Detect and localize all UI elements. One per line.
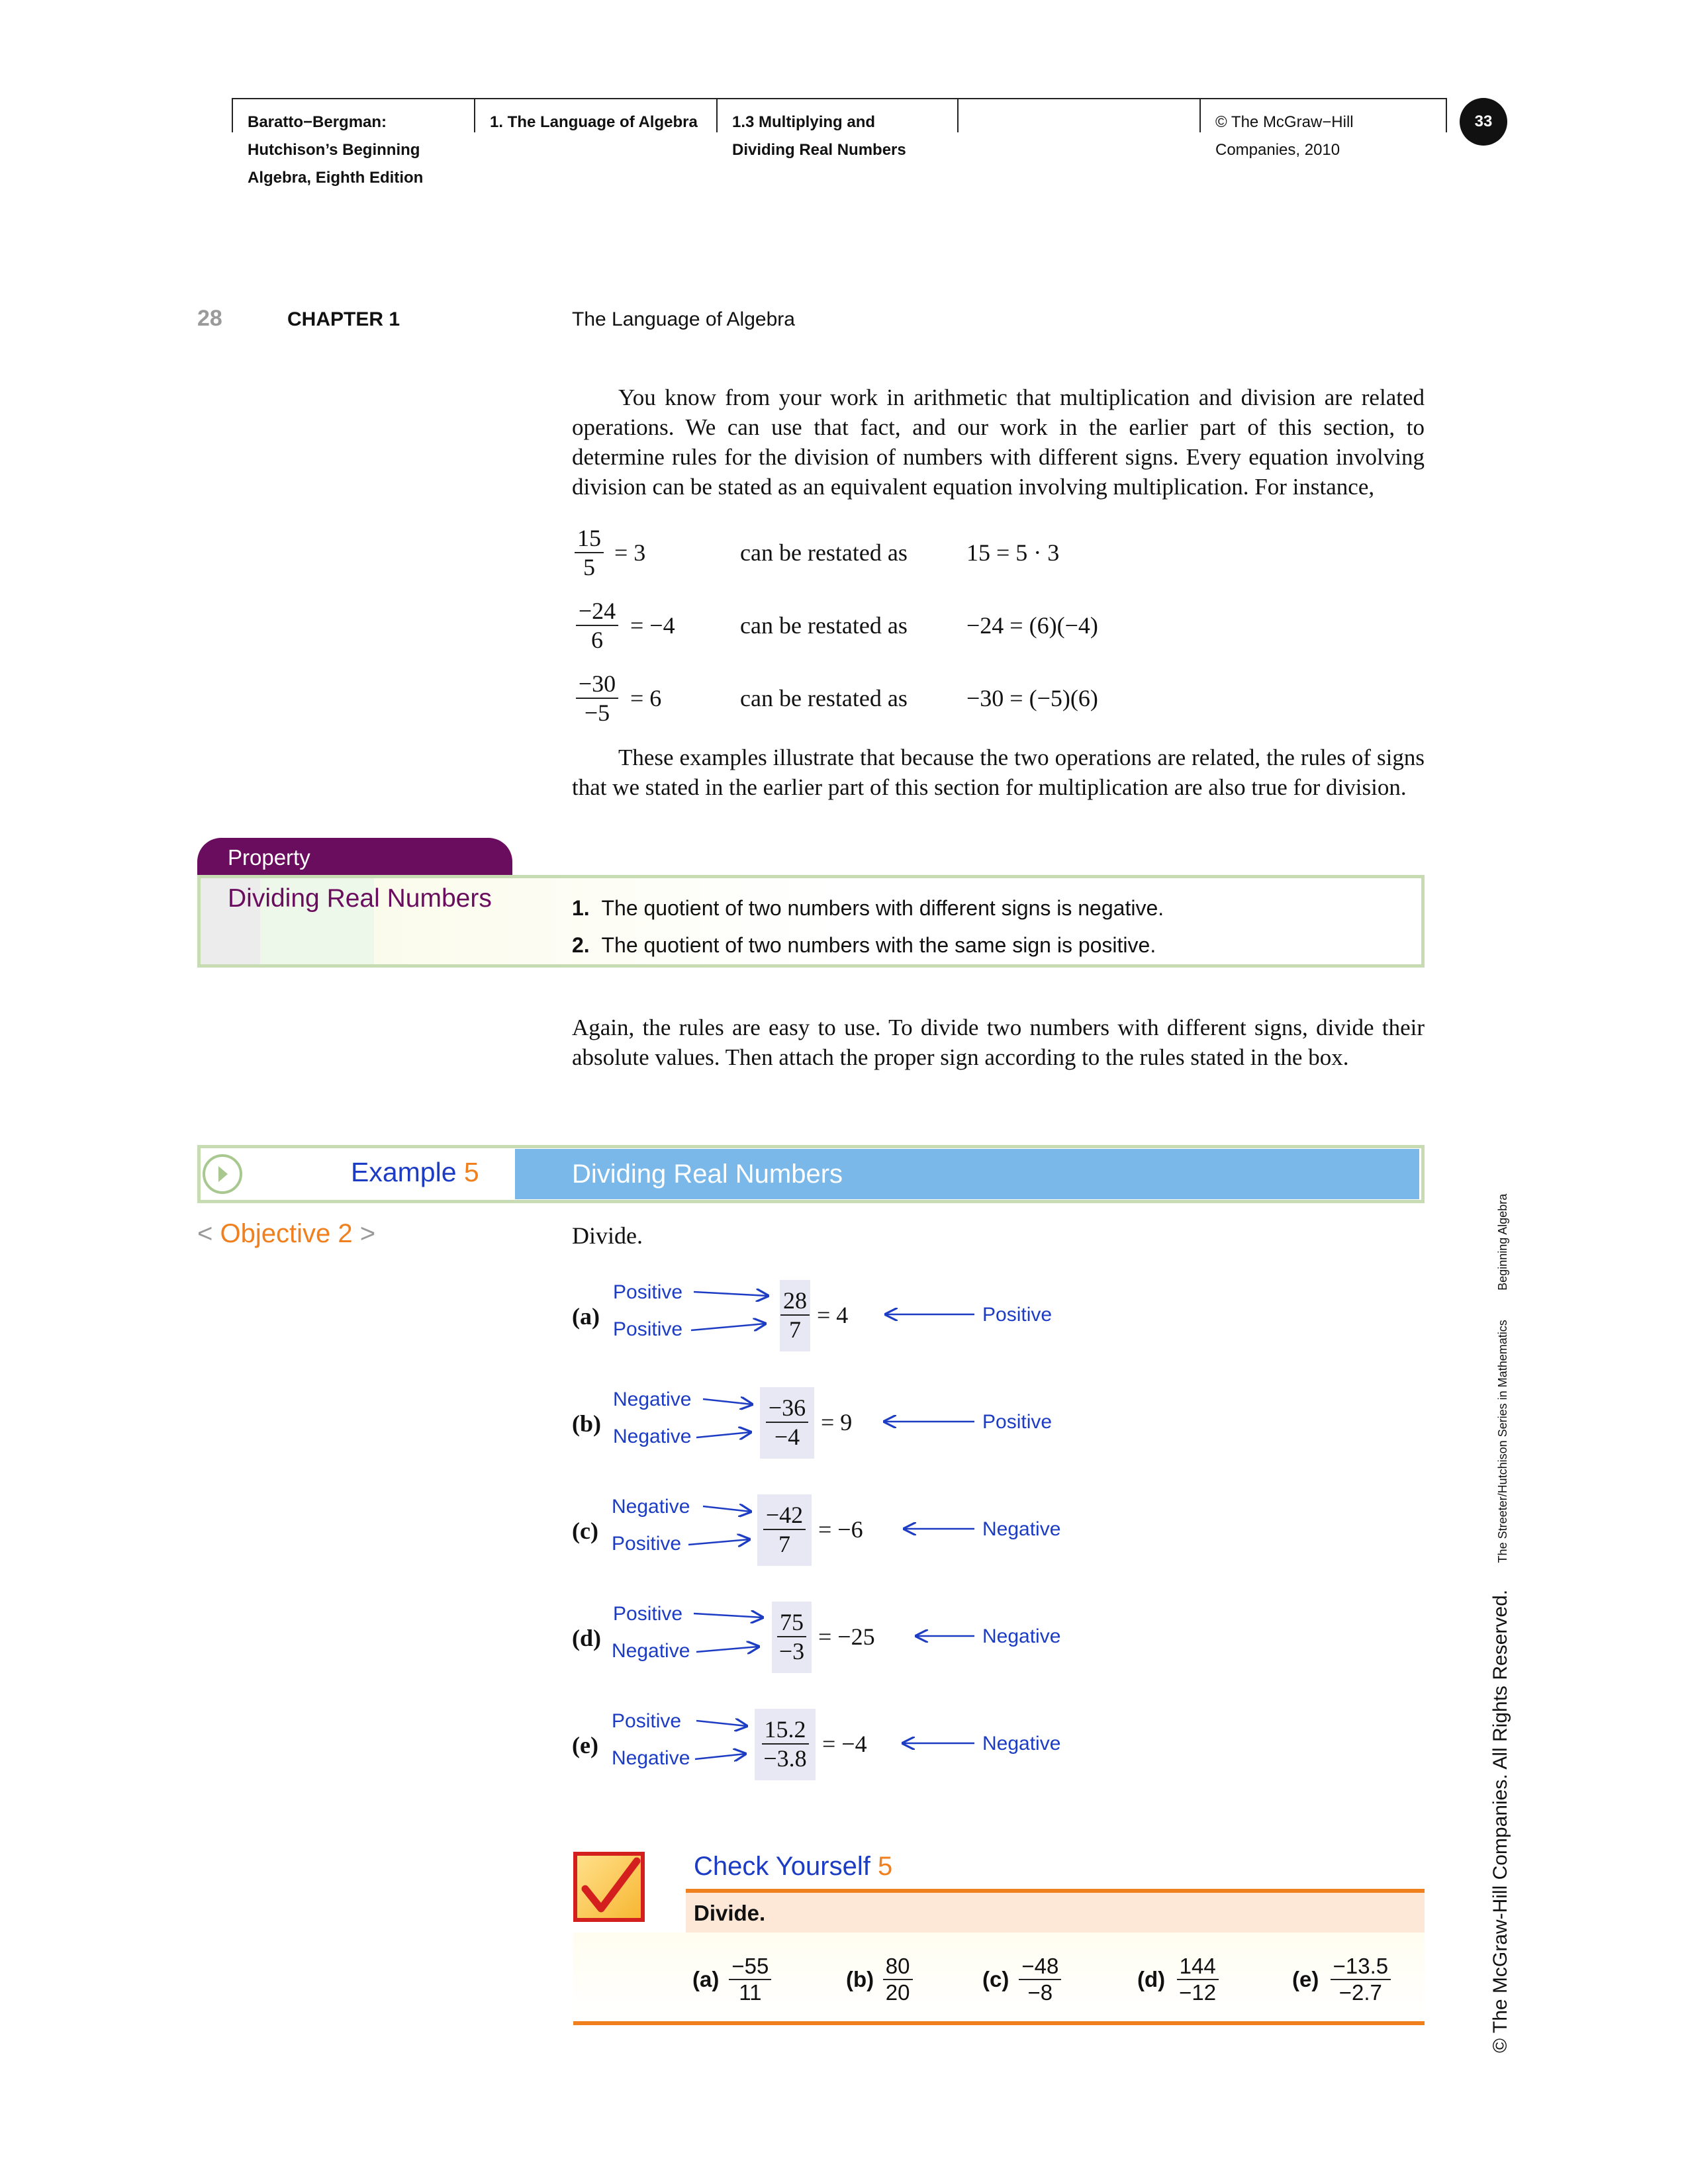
property-title: Dividing Real Numbers <box>228 884 492 913</box>
example-part: (c) Negative Positive $\frac{-42}{7}$ = −6 Negative <box>0 1489 1324 1575</box>
restatement-product: −30 = (−5)(6) <box>966 685 1098 711</box>
fraction: $\frac{-42}{7}$ <box>757 1501 812 1558</box>
sign-label: Positive <box>613 1603 683 1625</box>
intro-paragraph: You know from your work in arithmetic that multiplication and division are related operations. We can use that fact, and our work in the earlier part of this section, to determine rules for the division of numbers with different signs. Every equation involving division can be stated as an equivalent equation involving multiplication. For instance, <box>572 385 1425 500</box>
quotient: $\frac{-36}{-4}$ = 9 <box>760 1386 852 1459</box>
restatement-phrase: can be restated as <box>740 612 908 639</box>
arrows-icon <box>0 1489 1324 1575</box>
chapter-label: CHAPTER 1 <box>287 308 400 330</box>
second-paragraph: These examples illustrate that because the two operations are related, the rules of signs that we stated in the earlier part of this section for multiplication are also true for division. <box>572 745 1425 800</box>
result-sign: Positive <box>982 1411 1053 1433</box>
check-problem: (d) $\frac{144}{-12}$ <box>1137 1943 1225 2016</box>
play-icon[interactable] <box>203 1154 242 1194</box>
header-divider <box>232 98 233 132</box>
header-book-info: Baratto−Bergman: Hutchison’s Beginning Algebra, Eighth Edition <box>248 113 424 187</box>
header-copyright: © The McGraw−Hill Companies, 2010 <box>1215 113 1354 159</box>
result-sign: Positive <box>982 1304 1053 1326</box>
arrows-icon <box>0 1275 1324 1361</box>
property-tab: Property <box>197 838 512 876</box>
header-section: 1.3 Multiplying and Dividing Real Numbers <box>732 113 906 159</box>
fraction: $\frac{-36}{-4}$ <box>760 1394 814 1451</box>
fraction: $\frac{-55}{11}$ <box>724 1954 776 2005</box>
sign-label: Negative <box>612 1747 690 1769</box>
fraction: $\frac{-48}{-8}$ <box>1014 1954 1066 2005</box>
check-problem: (c) $\frac{-48}{-8}$ <box>982 1943 1066 2016</box>
header-divider <box>957 98 959 132</box>
page-number: 28 <box>197 306 222 331</box>
restatement-product: 15 = 5 · 3 <box>966 539 1060 566</box>
sign-label: Positive <box>613 1281 683 1303</box>
example-instruction: Divide. <box>572 1222 643 1249</box>
check-instruction: Divide. <box>694 1901 766 1925</box>
example-title: Dividing Real Numbers <box>515 1149 1419 1199</box>
example-label: Example 5 <box>351 1157 479 1187</box>
sign-label: Negative <box>612 1496 690 1518</box>
example-part: (a) Positive Positive $\frac{28}{7}$ = 4 Positive <box>0 1275 1324 1361</box>
sign-label: Positive <box>613 1318 683 1340</box>
check-yourself-title: Check Yourself 5 <box>694 1852 893 1881</box>
objective-link[interactable]: < Objective 2 > <box>197 1219 376 1248</box>
fraction: $\frac{-30}{-5}$ <box>572 670 622 727</box>
fraction: $\frac{15}{5}$ <box>572 524 606 581</box>
sign-label: Negative <box>613 1388 692 1410</box>
sign-label: Positive <box>612 1710 682 1732</box>
result-sign: Negative <box>982 1518 1061 1540</box>
fraction: $\frac{28}{7}$ <box>780 1287 810 1343</box>
header-divider <box>716 98 718 132</box>
fraction: $\frac{-13.5}{-2.7}$ <box>1324 1954 1397 2005</box>
quotient: $\frac{-42}{7}$ = −6 <box>757 1493 863 1566</box>
divider-line <box>573 2021 1425 2025</box>
chapter-title: The Language of Algebra <box>572 308 795 330</box>
property-rules <box>572 889 1164 964</box>
example-part: (d) Positive Negative $\frac{75}{-3}$ = −25 Negative <box>0 1596 1324 1682</box>
sign-label: Negative <box>613 1426 692 1447</box>
checkmark-icon <box>573 1852 645 1922</box>
header-divider <box>474 98 475 132</box>
play-triangle-icon <box>205 1157 240 1191</box>
arrows-icon <box>0 1704 1324 1790</box>
restatement-phrase: can be restated as <box>740 539 908 566</box>
restatement-row: $\frac{15}{5}$ = 3 <box>572 516 645 589</box>
example-part: (e) Positive Negative $\frac{15.2}{-3.8}$ = −4 Negative <box>0 1704 1324 1790</box>
check-problem: (e) $\frac{-13.5}{-2.7}$ <box>1292 1943 1397 2016</box>
restatement-product: −24 = (6)(−4) <box>966 612 1098 639</box>
book-header <box>232 98 1447 199</box>
fraction: $\frac{-24}{6}$ <box>572 597 622 654</box>
restatement-phrase: can be restated as <box>740 685 908 711</box>
restatement-row: $\frac{-30}{-5}$ = 6 <box>572 662 661 735</box>
result-sign: Negative <box>982 1625 1061 1647</box>
result-sign: Negative <box>982 1733 1061 1754</box>
fraction: $\frac{15.2}{-3.8}$ <box>755 1715 816 1772</box>
sign-label: Positive <box>612 1533 682 1555</box>
example-part: (b) Negative Negative $\frac{-36}{-4}$ = 9 Positive <box>0 1382 1324 1468</box>
instruction-band <box>686 1893 1425 1933</box>
header-chapter: 1. The Language of Algebra <box>490 113 698 131</box>
fraction: $\frac{80}{20}$ <box>879 1954 916 2005</box>
check-problem: (a) $\frac{-55}{11}$ <box>692 1943 776 2016</box>
page-badge: 33 <box>1460 98 1507 146</box>
quotient: $\frac{75}{-3}$ = −25 <box>772 1600 875 1673</box>
restatement-row: $\frac{-24}{6}$ = −4 <box>572 589 675 662</box>
header-divider <box>1446 98 1447 132</box>
fraction: $\frac{144}{-12}$ <box>1170 1954 1225 2005</box>
header-divider <box>1199 98 1201 132</box>
property-rule: 2. The quotient of two numbers with the same sign is positive. <box>572 933 1156 957</box>
third-paragraph: Again, the rules are easy to use. To divide two numbers with different signs, divide their absolute values. Then attach the proper sign according to the rules stated in the box. <box>572 1015 1425 1070</box>
arrows-icon <box>0 1382 1324 1468</box>
side-text: © The McGraw-Hill Companies. All Rights Reserved. The Streeter/Hutchison Series in Mathematics Beginning Algebra <box>1489 1193 1511 2053</box>
property-rule: 1. The quotient of two numbers with different signs is negative. <box>572 896 1164 920</box>
sign-label: Negative <box>612 1640 690 1662</box>
arrows-icon <box>0 1596 1324 1682</box>
quotient: $\frac{15.2}{-3.8}$ = −4 <box>755 1707 867 1780</box>
fraction: $\frac{75}{-3}$ <box>772 1608 812 1665</box>
quotient: $\frac{28}{7}$ = 4 <box>780 1279 848 1351</box>
check-problem: (b) $\frac{80}{20}$ <box>846 1943 916 2016</box>
